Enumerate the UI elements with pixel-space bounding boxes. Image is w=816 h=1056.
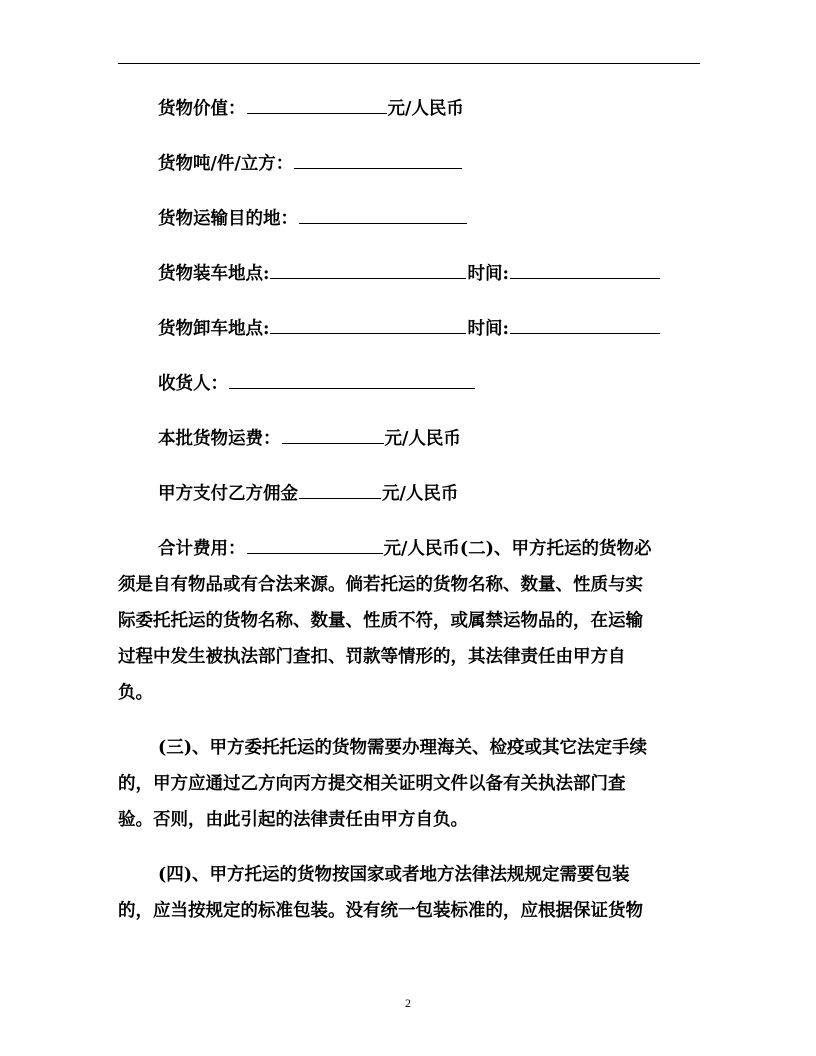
- field-unit: 元/人民币: [384, 429, 461, 449]
- field-cargo-value: [158, 95, 464, 123]
- field-label: 收货人：: [158, 374, 228, 394]
- paragraph-line: 负。: [118, 683, 153, 703]
- fill-blank[interactable]: [229, 370, 475, 389]
- field-label: 货物装车地点:: [158, 264, 270, 284]
- total-label: 合计费用：: [158, 539, 246, 559]
- field-destination: [158, 205, 468, 233]
- paragraph-line: (四)、甲方托运的货物按国家或者地方法律法规规定需要包装: [158, 865, 630, 885]
- field-label: 货物运输目的地：: [158, 209, 298, 229]
- field-cargo-quantity: [158, 150, 463, 178]
- field-label: 本批货物运费：: [158, 429, 281, 449]
- field-consignee: [158, 370, 476, 398]
- field-freight: [158, 425, 461, 453]
- fill-blank[interactable]: [270, 315, 466, 334]
- page-number: 2: [405, 996, 411, 1010]
- fill-blank[interactable]: [299, 480, 381, 499]
- paragraph-line: 过程中发生被执法部门查扣、罚款等情形的，其法律责任由甲方自: [118, 647, 626, 667]
- time-label: 时间:: [467, 319, 509, 339]
- fill-blank[interactable]: [282, 425, 384, 444]
- paragraph-line: (三)、甲方委托托运的货物需要办理海关、检疫或其它法定手续: [158, 738, 648, 758]
- field-label: 货物卸车地点:: [158, 319, 270, 339]
- fill-blank[interactable]: [299, 205, 467, 224]
- field-unit: 元/人民币: [382, 484, 459, 504]
- fill-blank[interactable]: [247, 535, 383, 554]
- fill-blank[interactable]: [247, 95, 387, 114]
- field-label: 甲方支付乙方佣金: [158, 484, 298, 504]
- field-label: 货物吨/件/立方：: [158, 154, 294, 174]
- field-label: 货物价值：: [158, 99, 246, 119]
- header-rule: [118, 63, 700, 64]
- paragraph-line: [158, 535, 651, 563]
- field-unloading-place: [158, 315, 661, 343]
- fill-blank[interactable]: [270, 260, 466, 279]
- paragraph-line: 验。否则，由此引起的法律责任由甲方自负。: [118, 810, 468, 830]
- field-commission: [158, 480, 458, 508]
- paragraph-line: 际委托托运的货物名称、数量、性质不符，或属禁运物品的，在运输: [118, 611, 643, 631]
- paragraph-text: 元/人民币(二)、甲方托运的货物必: [383, 539, 652, 559]
- time-label: 时间:: [467, 264, 509, 284]
- fill-blank[interactable]: [510, 260, 660, 279]
- field-unit: 元/人民币: [387, 99, 464, 119]
- paragraph-line: 的，应当按规定的标准包装。没有统一包装标准的，应根据保证货物: [118, 901, 643, 921]
- fill-blank[interactable]: [510, 315, 660, 334]
- paragraph-line: 须是自有物品或有合法来源。倘若托运的货物名称、数量、性质与实: [118, 575, 643, 595]
- fill-blank[interactable]: [294, 150, 462, 169]
- paragraph-line: 的，甲方应通过乙方向丙方提交相关证明文件以备有关执法部门查: [118, 774, 626, 794]
- field-loading-place: [158, 260, 661, 288]
